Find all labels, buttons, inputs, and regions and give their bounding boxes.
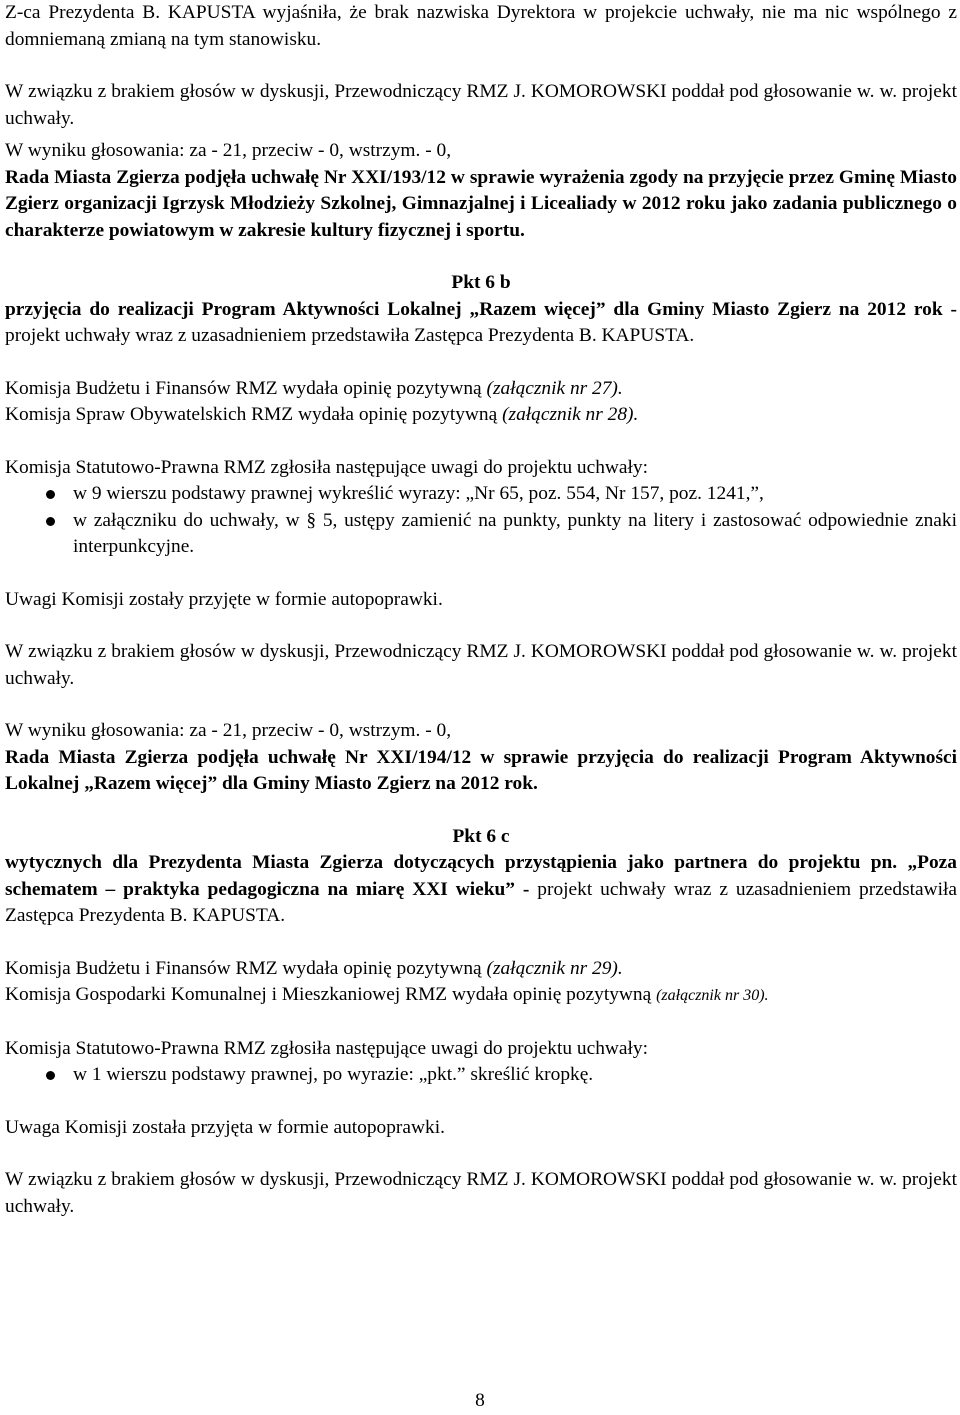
list-item (5, 481, 957, 508)
paragraph-vote-intro: W związku z brakiem głosów w dyskusji, Przewodniczący RMZ J. KOMOROWSKI poddał pod głosowanie w. w. projekt uchwały. (5, 81, 957, 129)
opinion-communal-pkt6c (5, 982, 957, 1010)
opinion-budget-pkt6b (5, 376, 957, 403)
opinion-text: Komisja Budżetu i Finansów RMZ wydała opinię pozytywną (5, 957, 487, 979)
attachment-ref: (załącznik nr 29). (486, 957, 623, 979)
section-title-pkt6b (5, 297, 957, 350)
section-heading-pkt6c: Pkt 6 c (452, 825, 510, 847)
page-body (5, 0, 957, 1220)
opinion-text: Komisja Gospodarki Komunalnej i Mieszkaniowej RMZ wydała opinię pozytywną (5, 984, 657, 1005)
remark-accepted-pkt6c: Uwaga Komisji została przyjęta w formie autopoprawki. (5, 1116, 445, 1138)
attachment-ref: (załącznik nr 27). (486, 377, 623, 399)
list-item-text: w 9 wierszu podstawy prawnej wykreślić wyrazy: „Nr 65, poz. 554, Nr 157, poz. 1241,”, (73, 483, 764, 504)
vote-intro-pkt6b: W związku z brakiem głosów w dyskusji, Przewodniczący RMZ J. KOMOROWSKI poddał pod głosowanie w. w. projekt uchwały. (5, 641, 957, 689)
remarks-list-pkt6b (5, 481, 957, 561)
title-rest-pkt6c: projekt uchwały wraz z uzasadnieniem przedstawiła Zastępca Prezydenta B. KAPUSTA. (5, 878, 957, 926)
list-item (5, 508, 957, 561)
paragraph-resolution-193: Rada Miasta Zgierza podjęła uchwałę Nr XXI/193/12 w sprawie wyrażenia zgody na przyjęcie przez Gminę Miasto Zgierz organizacji Igrzysk Młodzieży Szkolnej, Gimnazjalnej i Licealiady w 2012 roku jako zadania publicznego o charakterze powiatowym w zakresie kultury fizycznej i sportu. (5, 166, 957, 241)
bullet-icon (46, 1071, 55, 1080)
opinion-text: Komisja Spraw Obywatelskich RMZ wydała opinię pozytywną (5, 404, 503, 425)
list-item (5, 1062, 957, 1089)
bullet-icon (46, 517, 55, 526)
bullet-icon (46, 490, 55, 499)
list-item-text: w załączniku do uchwały, w § 5, ustępy zamienić na punkty, punkty na litery i zastosować odpowiednie znaki interpunkcyjne. (73, 509, 957, 557)
remarks-intro-pkt6b: Komisja Statutowo-Prawna RMZ zgłosiła następujące uwagi do projektu uchwały: (5, 456, 648, 478)
attachment-ref: (załącznik nr 28). (502, 404, 639, 425)
section-title-pkt6c (5, 850, 957, 930)
vote-intro-pkt6c: W związku z brakiem głosów w dyskusji, Przewodniczący RMZ J. KOMOROWSKI poddał pod głosowanie w. w. projekt uchwały. (5, 1169, 957, 1217)
section-heading-pkt6b: Pkt 6 b (451, 272, 511, 293)
paragraph-vote-result: W wyniku głosowania: za - 21, przeciw - 0, wstrzym. - 0, (5, 140, 452, 161)
remarks-list-pkt6c (5, 1062, 957, 1089)
resolution-194: Rada Miasta Zgierza podjęła uchwałę Nr XXI/194/12 w sprawie przyjęcia do realizacji Program Aktywności Lokalnej „Razem więcej” dla Gminy Miasto Zgierz na 2012 rok. (5, 746, 957, 794)
remarks-intro-pkt6c: Komisja Statutowo-Prawna RMZ zgłosiła następujące uwagi do projektu uchwały: (5, 1037, 648, 1059)
opinion-budget-pkt6c (5, 956, 957, 983)
list-item-text: w 1 wierszu podstawy prawnej, po wyrazie: „pkt.” skreślić kropkę. (73, 1064, 594, 1085)
paragraph-deputy-explanation: Z-ca Prezydenta B. KAPUSTA wyjaśniła, że brak nazwiska Dyrektora w projekcie uchwały, nie ma nic wspólnego z domniemaną zmianą na tym stanowisku. (5, 2, 957, 50)
attachment-ref: (załącznik nr 30). (656, 987, 769, 1004)
vote-result-pkt6b: W wyniku głosowania: za - 21, przeciw - 0, wstrzym. - 0, (5, 720, 452, 741)
title-bold-pkt6b: przyjęcia do realizacji Program Aktywności Lokalnej „Razem więcej” dla Gminy Miasto Zgierz na 2012 rok - (5, 298, 957, 320)
opinion-text: Komisja Budżetu i Finansów RMZ wydała opinię pozytywną (5, 377, 487, 399)
title-rest-pkt6b: projekt uchwały wraz z uzasadnieniem przedstawiła Zastępca Prezydenta B. KAPUSTA. (5, 325, 695, 346)
remarks-accepted-pkt6b: Uwagi Komisji zostały przyjęte w formie autopoprawki. (5, 588, 443, 610)
title-bold-pkt6c: wytycznych dla Prezydenta Miasta Zgierza dotyczących przystąpienia jako partnera do projektu pn. „Poza schematem – praktyka pedagogiczna na miarę XXI wieku” - (5, 852, 957, 900)
opinion-civic-pkt6b (5, 402, 957, 429)
page-number: 8 (475, 1390, 485, 1411)
